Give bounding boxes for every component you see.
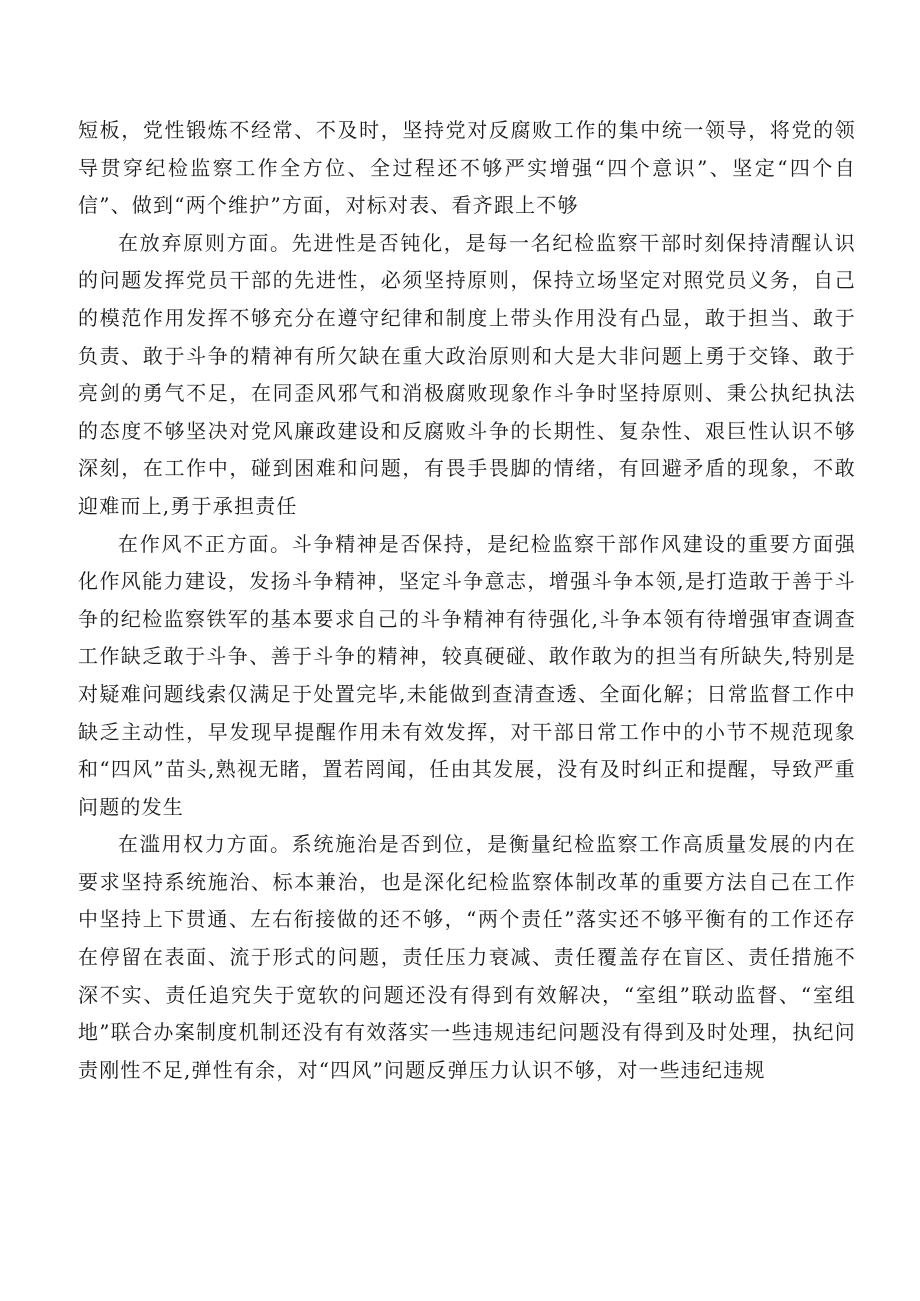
paragraph-continuation: 短板，党性锻炼不经常、不及时，坚持党对反腐败工作的集中统一领导，将党的领导贯穿纪检监察工作全方位、全过程还不够严实增强“四个意识”、坚定“四个自信”、做到“两个维护”方面，对标对表、看齐跟上不够 <box>78 118 856 218</box>
paragraph-power-abuse: 在滥用权力方面。系统施治是否到位，是衡量纪检监察工作高质量发展的内在要求坚持系统施治、标本兼治，也是深化纪检监察体制改革的重要方法自己在工作中坚持上下贯通、左右衔接做的还不够，“两个责任”落实还不够平衡有的工作还存在停留在表面、流于形式的问题，责任压力衰减、责任覆盖存在盲区、责任措施不深不实、责任追究失于宽软的问题还没有得到有效解决，“室组”联动监督、“室组地”联合办案制度机制还没有有效落实一些违规违纪问题没有得到及时处理，执纪问责刚性不足,弹性有余，对“四风”问题反弹压力认识不够，对一些违纪违规 <box>78 832 856 1082</box>
document-body <box>78 112 856 1089</box>
paragraph-work-style: 在作风不正方面。斗争精神是否保持，是纪检监察干部作风建设的重要方面强化作风能力建设，发扬斗争精神，坚定斗争意志，增强斗争本领,是打造敢于善于斗争的纪检监察铁军的基本要求自己的斗争精神有待强化,斗争本领有待增强审查调查工作缺乏敢于斗争、善于斗争的精神，较真硬碰、敢作敢为的担当有所缺失,特别是对疑难问题线索仅满足于处置完毕,未能做到查清查透、全面化解；日常监督工作中缺乏主动性，早发现早提醒作用未有效发挥，对干部日常工作中的小节不规范现象和“四风”苗头,熟视无睹，置若罔闻，任由其发展，没有及时纠正和提醒，导致严重问题的发生 <box>78 531 856 819</box>
paragraph-principle: 在放弃原则方面。先进性是否钝化，是每一名纪检监察干部时刻保持清醒认识的问题发挥党员干部的先进性，必须坚持原则，保持立场坚定对照党员义务，自己的模范作用发挥不够充分在遵守纪律和制度上带头作用没有凸显，敢于担当、敢于负责、敢于斗争的精神有所欠缺在重大政治原则和大是大非问题上勇于交锋、敢于亮剑的勇气不足，在同歪风邪气和消极腐败现象作斗争时坚持原则、秉公执纪执法的态度不够坚决对党风廉政建设和反腐败斗争的长期性、复杂性、艰巨性认识不够深刻，在工作中，碰到困难和问题，有畏手畏脚的情绪，有回避矛盾的现象，不敢迎难而上,勇于承担责任 <box>78 230 856 518</box>
